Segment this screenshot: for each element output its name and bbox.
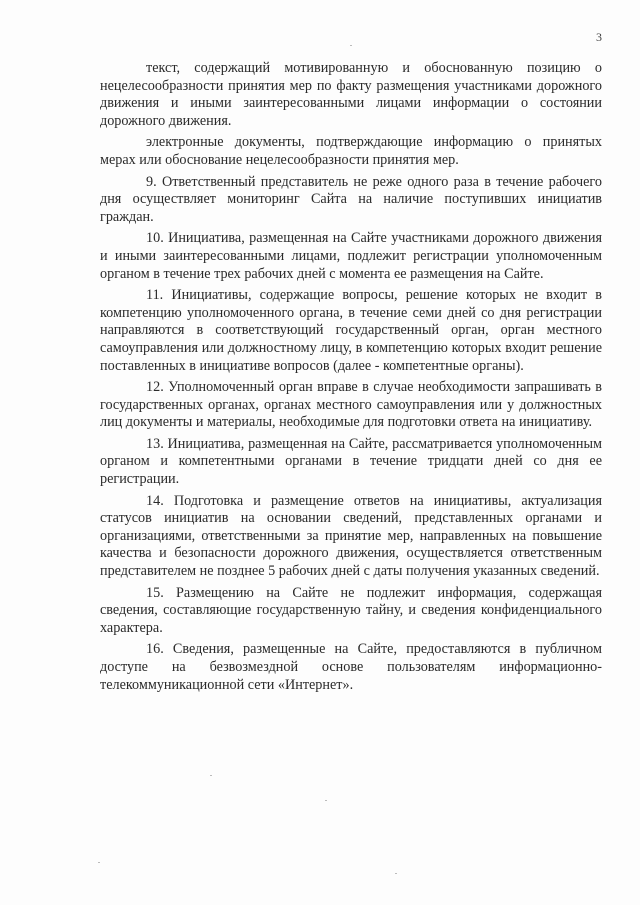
paragraph: текст, содержащий мотивированную и обоснованную позицию о нецелесообразности принятия мер по факту размещения участниками дорожного движения и иными заинтересованными лицами информации о состоянии дорожного движения.	[100, 60, 602, 129]
document-body	[100, 60, 602, 698]
scan-speck	[325, 800, 327, 801]
scan-speck	[98, 862, 100, 863]
paragraph: 13. Инициатива, размещенная на Сайте, рассматривается уполномоченным органом и компетентными органами в течение тридцати дней со дня ее регистрации.	[100, 435, 602, 488]
paragraph: 11. Инициативы, содержащие вопросы, решение которых не входит в компетенцию уполномоченного органа, в течение семи дней со дня регистрации направляются в соответствующий государственный орган, орган местного самоуправления или должностному лицу, в компетенцию которых входит решение поставленных в инициативе вопросов (далее - компетентные органы).	[100, 287, 602, 374]
scan-speck	[395, 873, 397, 874]
paragraph: электронные документы, подтверждающие информацию о принятых мерах или обоснование нецелесообразности принятия мер.	[100, 134, 602, 168]
paragraph: 14. Подготовка и размещение ответов на инициативы, актуализация статусов инициатив на основании сведений, представленных органами и организациями, ответственными за принятие мер, направленных на повышение качества и безопасности дорожного движения, осуществляется ответственным представителем не позднее 5 рабочих дней с даты получения указанных сведений.	[100, 492, 602, 580]
scan-speck	[210, 775, 212, 776]
paragraph: 12. Уполномоченный орган вправе в случае необходимости запрашивать в государственных органах, органах местного самоуправления или у должностных лиц документы и материалы, необходимые для подготовки ответа на инициативу.	[100, 379, 602, 431]
paragraph: 16. Сведения, размещенные на Сайте, предоставляются в публичном доступе на безвозмездной основе пользователям информационно-телекоммуникационной сети «Интернет».	[100, 641, 602, 693]
paragraph: 15. Размещению на Сайте не подлежит информация, содержащая сведения, составляющие государственную тайну, и сведения конфиденциального характера.	[100, 584, 602, 636]
paragraph: 10. Инициатива, размещенная на Сайте участниками дорожного движения и иными заинтересованными лицами, подлежит регистрации уполномоченным органом в течение трех рабочих дней с момента ее размещения на Сайте.	[100, 230, 602, 282]
paragraph: 9. Ответственный представитель не реже одного раза в течение рабочего дня осуществляет мониторинг Сайта на наличие поступивших инициатив граждан.	[100, 173, 602, 225]
scan-speck	[350, 45, 352, 46]
page-number: 3	[596, 30, 602, 44]
